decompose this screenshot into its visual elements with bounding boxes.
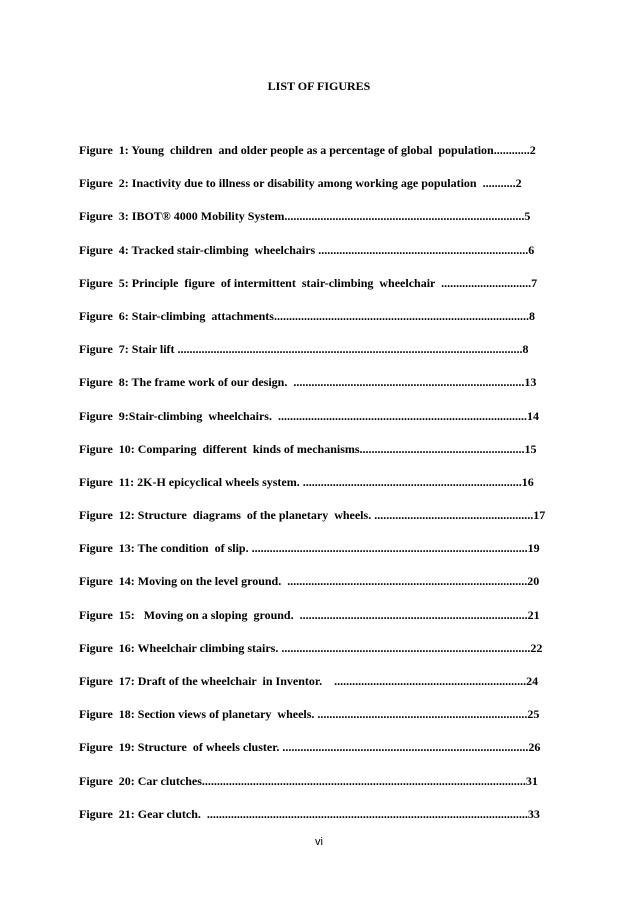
figure-entry-4[interactable]: Figure 4: Tracked stair-climbing wheelchairs ......................................................................6 [79,242,535,257]
figure-entry-8[interactable]: Figure 8: The frame work of our design. .............................................................................13 [79,375,537,390]
figure-entry-7[interactable]: Figure 7: Stair lift ...................................................................................................................8 [79,342,529,357]
figure-entry-15[interactable]: Figure 15: Moving on a sloping ground. ............................................................................21 [79,607,540,622]
figure-entry-5[interactable]: Figure 5: Principle figure of intermittent stair-climbing wheelchair ..............................7 [79,275,538,290]
figure-entry-10[interactable]: Figure 10: Comparing different kinds of mechanisms.......................................................15 [79,441,537,456]
figure-entry-11[interactable]: Figure 11: 2K-H epicyclical wheels system. .........................................................................16 [79,474,534,489]
figure-entry-9[interactable]: Figure 9:Stair-climbing wheelchairs. ...................................................................................14 [79,408,539,423]
figure-entry-1[interactable]: Figure 1: Young children and older people as a percentage of global population............2 [79,143,536,157]
figure-entry-19[interactable]: Figure 19: Structure of wheels cluster. ..................................................................................26 [79,740,541,755]
figure-entry-16[interactable]: Figure 16: Wheelchair climbing stairs. ...................................................................................22 [79,640,543,655]
page-number: vi [315,836,323,848]
figure-entry-12[interactable]: Figure 12: Structure diagrams of the planetary wheels. .....................................................17 [79,508,546,523]
figure-entry-21[interactable]: Figure 21: Gear clutch. ...........................................................................................................33 [79,806,540,821]
figure-entry-18[interactable]: Figure 18: Section views of planetary wheels. ......................................................................25 [79,707,540,722]
figure-entry-14[interactable]: Figure 14: Moving on the level ground. ................................................................................20 [79,574,540,589]
page-title: LIST OF FIGURES [267,79,371,93]
figure-entry-3[interactable]: Figure 3: IBOT® 4000 Mobility System................................................................................5 [79,209,531,224]
figure-entry-13[interactable]: Figure 13: The condition of slip. ............................................................................................19 [79,541,540,556]
figure-entry-6[interactable]: Figure 6: Stair-climbing attachments.....................................................................................8 [79,308,535,323]
figure-list [79,143,559,840]
figure-entry-17[interactable]: Figure 17: Draft of the wheelchair in Inventor. ................................................................24 [79,674,539,688]
figure-entry-2[interactable]: Figure 2: Inactivity due to illness or disability among working age population ...........2 [79,176,522,191]
figure-entry-20[interactable]: Figure 20: Car clutches............................................................................................................31 [79,773,538,788]
